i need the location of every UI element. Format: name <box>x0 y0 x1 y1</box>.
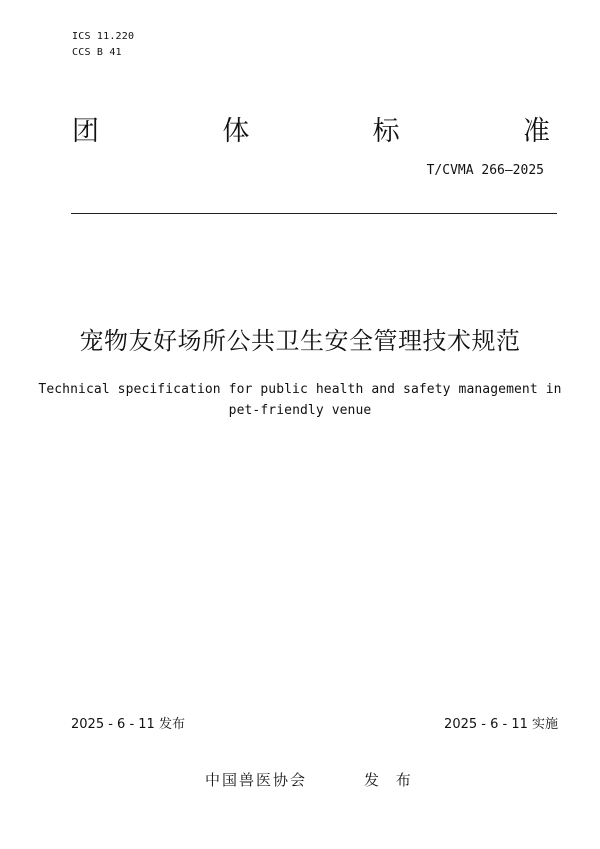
standard-number: T/CVMA 266—2025 <box>426 163 544 178</box>
issue-date: 2025 - 6 - 11 发布 <box>71 717 185 732</box>
chinese-title: 宠物友好场所公共卫生安全管理技术规范 <box>79 327 521 355</box>
standard-type-char-4: 准 <box>522 116 550 147</box>
standard-type-heading <box>72 116 550 148</box>
english-title-line-1: Technical specification for public health and safety management in <box>38 382 562 397</box>
ics-code: ICS 11.220 <box>72 31 135 42</box>
english-title-line-2: pet-friendly venue <box>228 403 372 418</box>
standard-type-char-1: 团 <box>72 116 99 147</box>
header-divider <box>71 213 557 214</box>
standard-type-char-3: 标 <box>372 116 400 147</box>
implementation-date: 2025 - 6 - 11 实施 <box>444 717 558 732</box>
publisher-name: 中国兽医协会 <box>205 771 308 789</box>
publish-label: 发 布 <box>364 771 417 789</box>
ccs-code: CCS B 41 <box>72 47 122 58</box>
standard-type-char-2: 体 <box>222 116 250 147</box>
